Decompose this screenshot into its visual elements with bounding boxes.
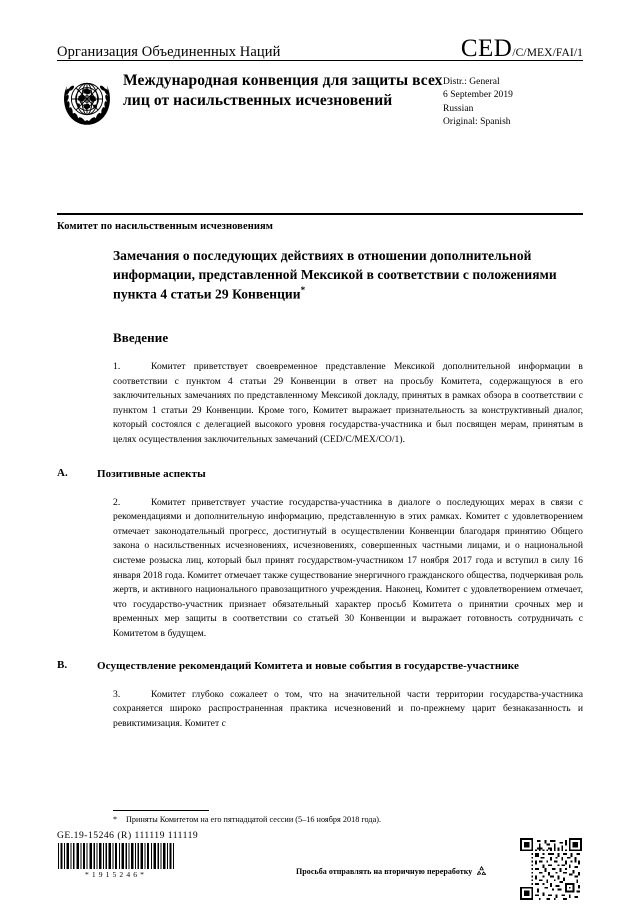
convention-title: Международная конвенция для защиты всех лиц от насильственных исчезновений bbox=[123, 72, 443, 109]
distribution-language: Russian bbox=[443, 103, 474, 114]
footnote bbox=[113, 815, 583, 826]
paragraph-text: Комитет приветствует участие государства-участника в диалоге о последующих мерах в связи с рекомендациями и дополнительную информацию, представленную в этих рамках. Комитет с удовлетворением отмечает законодательный прогресс, достигнутый в осуществлении Конвенции благодаря принятию Общего закона о насильственных исчезновениях, исчезновениях, совершенных частными лицами, и о национальной системе розыска лиц, который был принят государством-участником 17 ноября 2017 года и вступил в силу 16 января 2018 года. Комитет отмечает также существование энергичного гражданского общества, подчеркивая роль жертв, и активного национального правозащитного учреждения. Наконец, Комитет с удовлетворением отмечает, что государство-участник признает обязательный характер просьб Комитета о принятии срочных мер и временных мер защиты в соответствии со статьей 30 Конвенции и выражает готовность сотрудничать с Комитетом в будущем. bbox=[113, 496, 583, 639]
footnote-marker: * bbox=[113, 815, 118, 824]
barcode-icon bbox=[57, 843, 175, 869]
distribution-line: Distr.: General bbox=[443, 77, 500, 87]
heading-section-a bbox=[57, 467, 583, 482]
paragraph-number: 3. bbox=[113, 688, 121, 700]
document-symbol-sub: /C/MEX/FAI/1 bbox=[512, 47, 583, 59]
title-block bbox=[57, 70, 583, 132]
page-title bbox=[113, 246, 583, 304]
section-b-title: Осуществление рекомендаций Комитета и новые события в государстве-участнике bbox=[97, 660, 519, 673]
paragraph-text: Комитет глубоко сожалеет о том, что на значительной части территории государства-участника сохраняется широко распространенная практика исчезновений и по-прежнему царит безнаказанность и ревиктимизация. Комитет с bbox=[113, 688, 583, 729]
paragraph-number: 1. bbox=[113, 360, 121, 372]
footnote-separator bbox=[113, 810, 209, 811]
document-symbol-main: CED bbox=[460, 35, 513, 62]
title-footnote-marker: * bbox=[300, 285, 306, 296]
masthead-rule bbox=[57, 60, 583, 61]
barcode-container bbox=[57, 843, 175, 879]
organization-name: Организация Объединенных Наций bbox=[57, 44, 281, 61]
recycling-text: Просьба отправлять на вторичную переработку bbox=[296, 867, 473, 876]
distribution-block bbox=[443, 70, 583, 130]
paragraph-2 bbox=[113, 496, 583, 642]
qr-code-icon bbox=[520, 838, 582, 900]
footnote-text: Приняты Комитетом на его пятнадцатой сессии (5–16 ноября 2018 года). bbox=[126, 815, 382, 824]
recycling-icon bbox=[475, 865, 488, 878]
document-symbol bbox=[461, 36, 583, 61]
paragraph-3 bbox=[113, 688, 583, 732]
paragraph-text: Комитет приветствует своевременное представление Мексикой дополнительной информации в соответствии с пунктом 4 статьи 29 Конвенции в ответ на просьбу Комитета, содержащуюся в его заключительных замечаниях по представленному Мексикой докладу, принятых в рамках обзора в соответствии с пунктом 1 статьи 29 Конвенции. Кроме того, Комитет выражает признательность за конструктивный диалог, который состоялся с делегацией высокого уровня государства-участника и был посвящен мерам, принятым в целях осуществления заключительных замечаний (CED/C/MEX/CO/1). bbox=[113, 360, 583, 445]
committee-rule bbox=[57, 213, 583, 215]
page-title-text: Замечания о последующих действиях в отношении дополнительной информации, представленной Мексикой в соответствии с положениями пункта 4 статьи 29 Конвенции bbox=[113, 248, 557, 302]
committee-name: Комитет по насильственным исчезновениям bbox=[57, 221, 274, 232]
paragraph-1 bbox=[113, 360, 583, 447]
distribution-original: Original: Spanish bbox=[443, 117, 511, 128]
section-a-letter: A. bbox=[57, 467, 68, 480]
un-emblem-icon bbox=[57, 72, 117, 132]
emblem-container bbox=[57, 70, 123, 132]
document-body bbox=[57, 246, 583, 743]
recycling-notice bbox=[296, 865, 488, 878]
ge-document-code: GE.19-15246 (R) 111119 111119 bbox=[57, 830, 199, 841]
paragraph-number: 2. bbox=[113, 496, 121, 508]
distribution-date: 6 September 2019 bbox=[443, 90, 513, 101]
section-b-letter: B. bbox=[57, 659, 68, 672]
barcode-digits: *1915246* bbox=[84, 870, 148, 879]
heading-introduction: Введение bbox=[113, 329, 169, 345]
section-a-title: Позитивные аспекты bbox=[97, 468, 206, 481]
qr-container bbox=[520, 838, 582, 900]
heading-section-b bbox=[57, 659, 583, 674]
